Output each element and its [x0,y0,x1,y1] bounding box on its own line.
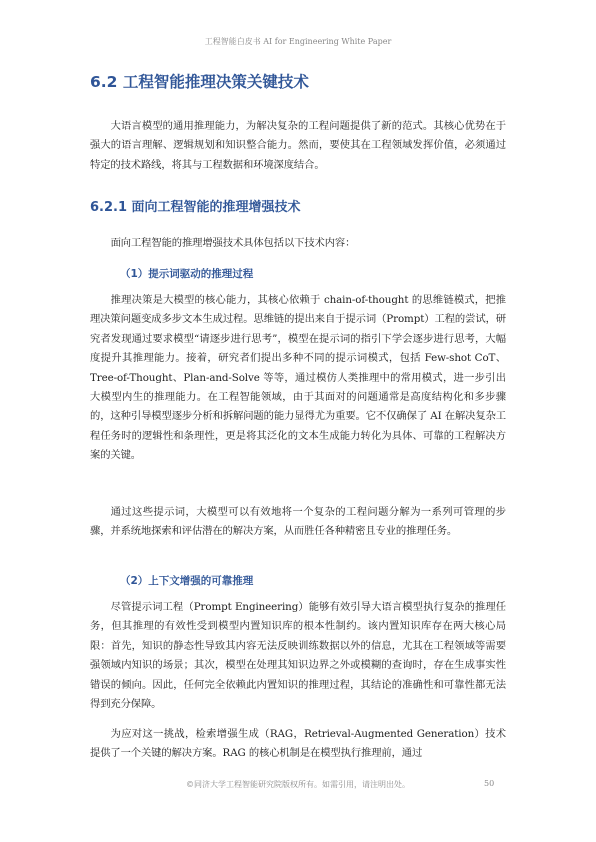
paragraph-intro: 大语言模型的通用推理能力，为解决复杂的工程问题提供了新的范式。其核心优势在于强大的语言理解、逻辑规划和知识整合能力。然而，要使其在工程领域发挥价值，必须通过特定的技术路线，将其与工程数据和环境深度结合。 [90,120,506,171]
section-heading: 6.2 工程智能推理决策关键技术 [90,73,309,91]
paragraph-context-limitations: 尽管提示词工程（Prompt Engineering）能够有效引导大语言模型执行复杂的推理任务，但其推理的有效性受到模型内置知识库的根本性制约。该内置知识库存在两大核心局限：首先，知识的静态性导致其内容无法反映训练数据以外的信息，尤其在工程领域等需要强领域内知识的场景；其次，模型在处理其知识边界之外或模糊的查询时，存在生成事实性错误的倾向。因此，任何完全依赖此内置知识的推理过程，其结论的准确性和可靠性都无法得到充分保障。 [90,601,506,711]
paragraph-rag-intro: 为应对这一挑战，检索增强生成（RAG，Retrieval-Augmented Generation）技术提供了一个关键的解决方案。RAG 的核心机制是在模型执行推理前，通过 [90,728,506,760]
subheading-context-enhanced-reasoning: （2）上下文增强的可靠推理 [120,575,254,587]
paragraph-lead: 面向工程智能的推理增强技术具体包括以下技术内容： [110,237,356,249]
subheading-prompt-driven-reasoning: （1）提示词驱动的推理过程 [120,268,254,280]
copyright-notice: ©同济大学工程智能研究院版权所有。如需引用，请注明出处。 [186,780,410,789]
subsection-heading: 6.2.1 面向工程智能的推理增强技术 [90,200,301,215]
running-header: 工程智能白皮书 AI for Engineering White Paper [204,37,392,46]
paragraph-prompt-reasoning: 推理决策是大模型的核心能力，其核心依赖于 chain-of-thought 的思维链模式，把推理决策问题变成多步文本生成过程。思维链的提出来自于提示词（Prompt）工程的尝试，研究者发现通过要求模型“请逐步进行思考”，模型在提示词的指引下学会逐步进行思考，大幅度提升其推理能力。接着，研究者们提出多种不同的提示词模式，包括 Few-shot CoT、Tree-of-Thought、Plan-and-Solve 等等，通过模仿人类推理中的常用模式，进一步引出大模型内生的推理能力。在工程智能领域，由于其面对的问题通常是高度结构化和多步骤的，这种引导模型逐步分析和拆解问题的能力显得尤为重要。它不仅确保了 AI 在解决复杂工程任务时的逻辑性和条理性，更是将其泛化的文本生成能力转化为具体、可靠的工程解决方案的关键。 [90,294,506,462]
paragraph-prompt-decomposition: 通过这些提示词，大模型可以有效地将一个复杂的工程问题分解为一系列可管理的步骤，并系统地探索和评估潜在的解决方案，从而胜任各种精密且专业的推理任务。 [90,506,506,538]
page-number: 50 [484,779,495,788]
